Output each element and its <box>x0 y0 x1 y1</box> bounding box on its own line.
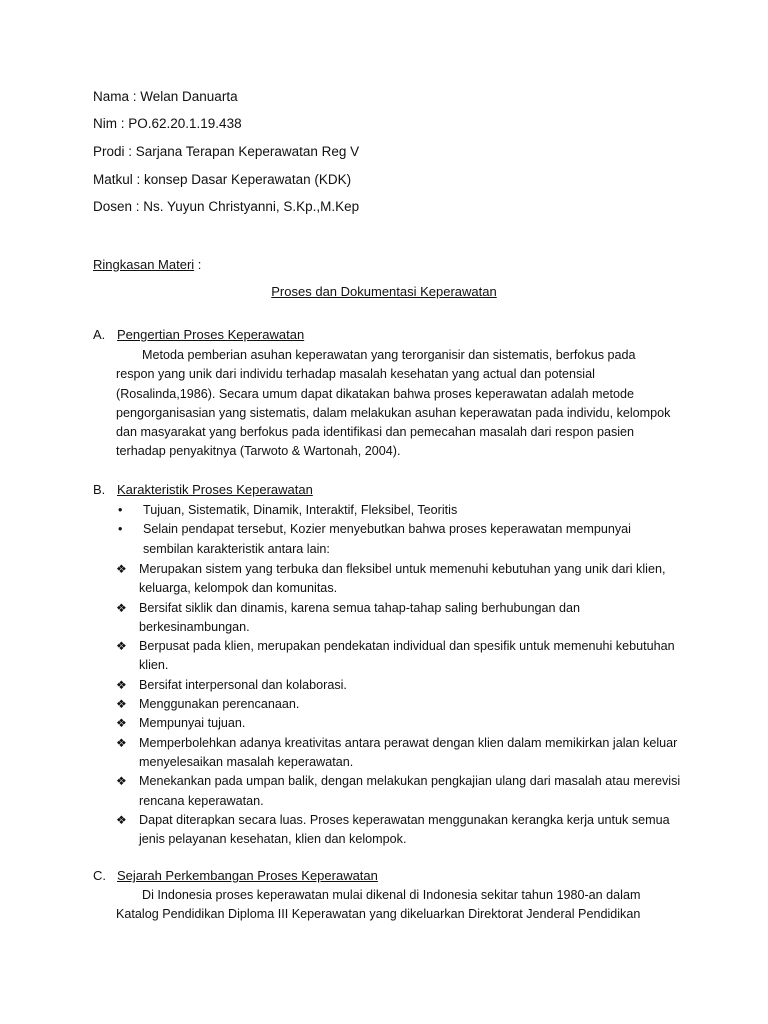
section-c-letter: C. <box>93 868 106 883</box>
list-item <box>93 695 683 714</box>
header-nim: Nim : PO.62.20.1.19.438 <box>93 116 242 131</box>
document-title <box>0 284 768 299</box>
section-a-heading <box>93 327 304 342</box>
item-text: Berpusat pada klien, merupakan pendekatan individual dan spesifik untuk memenuhi kebutuhan klien. <box>139 639 675 673</box>
item-text: Bersifat interpersonal dan kolaborasi. <box>139 677 347 692</box>
list-item <box>93 637 683 676</box>
section-a-title: Pengertian Proses Keperawatan <box>117 327 305 342</box>
section-b-bullet-list <box>93 501 683 559</box>
ringkasan-colon: : <box>194 257 202 272</box>
diamond-bullet-icon: ❖ <box>116 639 127 654</box>
section-a-letter: A. <box>93 327 106 342</box>
bullet-dot-icon: • <box>118 522 123 537</box>
section-b-characteristics-list <box>93 560 683 849</box>
list-item <box>93 560 683 599</box>
item-text: Mempunyai tujuan. <box>139 716 246 731</box>
item-text: Bersifat siklik dan dinamis, karena semua tahap-tahap saling berhubungan dan berkesinambungan. <box>139 600 581 634</box>
item-text: Memperbolehkan adanya kreativitas antara perawat dengan klien dalam memikirkan jalan keluar menyelesaikan masalah keperawatan. <box>139 735 678 769</box>
diamond-bullet-icon: ❖ <box>116 677 127 692</box>
document-title-text: Proses dan Dokumentasi Keperawatan <box>271 284 497 299</box>
bullet-text: Selain pendapat tersebut, Kozier menyebutkan bahwa proses keperawatan mempunyai sembilan karakteristik antara lain: <box>143 522 631 556</box>
diamond-bullet-icon: ❖ <box>116 716 127 731</box>
diamond-bullet-icon: ❖ <box>116 562 127 576</box>
section-c-heading <box>93 868 378 883</box>
list-item <box>93 501 683 520</box>
diamond-bullet-icon: ❖ <box>116 812 127 827</box>
list-item <box>93 714 683 733</box>
section-c-title: Sejarah Perkembangan Proses Keperawatan <box>117 868 378 883</box>
header-nama: Nama : Welan Danuarta <box>93 89 238 104</box>
bullet-text: Tujuan, Sistematik, Dinamik, Interaktif, Fleksibel, Teoritis <box>143 503 458 517</box>
item-text: Dapat diterapkan secara luas. Proses keperawatan menggunakan kerangka kerja untuk semua jenis pelayanan kesehatan, klien dan kelompok. <box>139 812 670 847</box>
section-b-heading <box>93 482 313 497</box>
section-a-paragraph: Metoda pemberian asuhan keperawatan yang terorganisir dan sistematis, berfokus pada respon yang unik dari individu terhadap masalah kesehatan yang actual dan potensial (Rosalinda,1986). Secara umum dapat dikatakan bahwa proses keperawatan adalah metode pengorganisasian yang sistematis, dalam melakukan asuhan keperawatan pada individu, kelompok dan masyarakat yang berfokus pada identifikasi dan pemecahan masalah dari respon pasien terhadap penyakitnya (Tarwoto & Wartonah, 2004). <box>116 348 671 459</box>
list-item <box>93 734 683 773</box>
diamond-bullet-icon: ❖ <box>116 697 127 712</box>
diamond-bullet-icon: ❖ <box>116 600 127 615</box>
ringkasan-heading <box>93 257 201 272</box>
item-text: Merupakan sistem yang terbuka dan fleksibel untuk memenuhi kebutuhan yang unik dari klien, keluarga, kelompok dan komunitas. <box>139 562 666 596</box>
item-text: Menekankan pada umpan balik, dengan melakukan pengkajian ulang dari masalah atau merevisi rencana keperawatan. <box>139 774 681 808</box>
section-b-title: Karakteristik Proses Keperawatan <box>117 482 313 497</box>
list-item <box>93 772 683 811</box>
section-b-letter: B. <box>93 482 106 497</box>
list-item <box>93 811 683 850</box>
diamond-bullet-icon: ❖ <box>116 735 127 750</box>
item-text: Menggunakan perencanaan. <box>139 697 300 712</box>
list-item <box>93 599 683 638</box>
section-c-paragraph: Di Indonesia proses keperawatan mulai dikenal di Indonesia sekitar tahun 1980-an dalam Katalog Pendidikan Diploma III Keperawatan yang dikeluarkan Direktorat Jenderal Pendidikan <box>116 888 641 922</box>
header-prodi: Prodi : Sarjana Terapan Keperawatan Reg V <box>93 144 360 159</box>
list-item <box>93 676 683 695</box>
list-item <box>93 520 683 559</box>
diamond-bullet-icon: ❖ <box>116 774 127 789</box>
ringkasan-label: Ringkasan Materi <box>93 257 195 272</box>
header-matkul: Matkul : konsep Dasar Keperawatan (KDK) <box>93 172 352 187</box>
header-dosen: Dosen : Ns. Yuyun Christyanni, S.Kp.,M.Kep <box>93 199 360 214</box>
bullet-dot-icon: • <box>118 503 123 517</box>
